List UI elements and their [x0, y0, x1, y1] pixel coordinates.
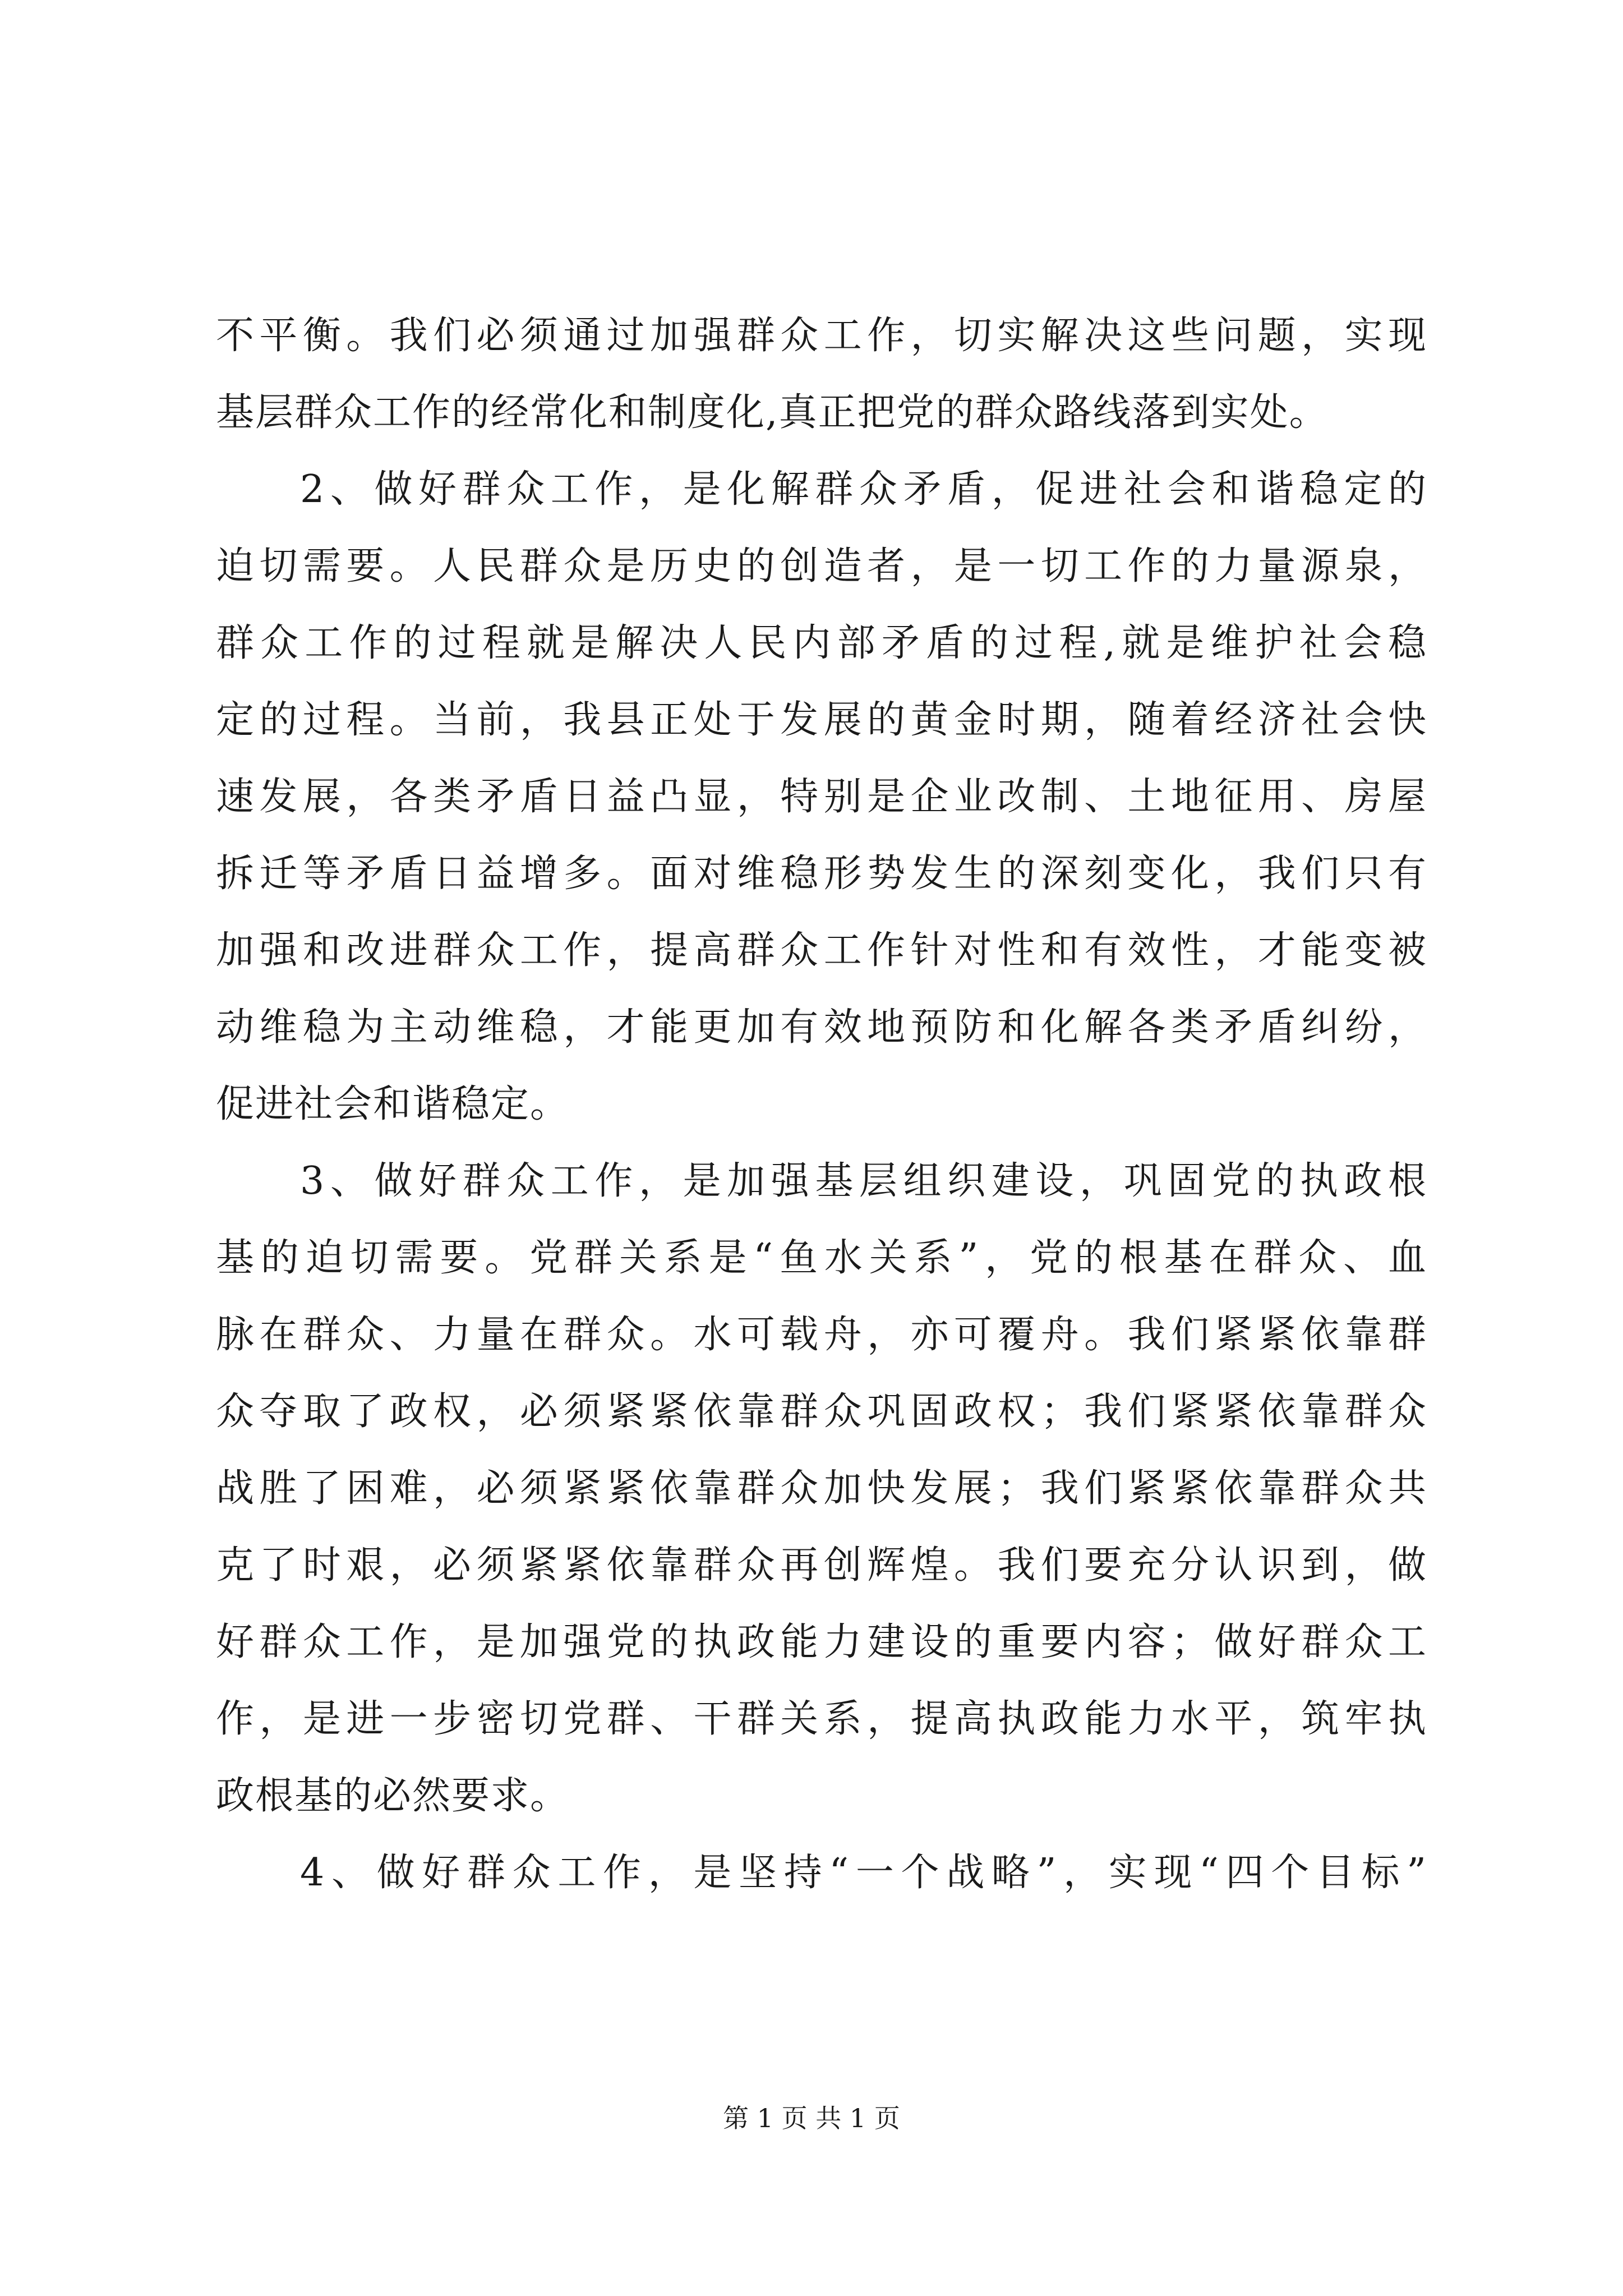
- page-footer: 第 1 页 共 1 页: [723, 2103, 900, 2133]
- text-line: 脉在群众、力量在群众。水可载舟，亦可覆舟。我们紧紧依靠群: [216, 1313, 1427, 1357]
- text-line: 3、做好群众工作，是加强基层组织建设，巩固党的执政根: [300, 1159, 1427, 1203]
- text-line: 定的过程。当前，我县正处于发展的黄金时期，随着经济社会快: [216, 698, 1427, 742]
- text-line: 不平衡。我们必须通过加强群众工作，切实解决这些问题，实现: [216, 314, 1427, 358]
- text-line: 政根基的必然要求。: [216, 1774, 570, 1818]
- text-line: 迫切需要。人民群众是历史的创造者，是一切工作的力量源泉，: [216, 544, 1427, 588]
- text-line: 动维稳为主动维稳，才能更加有效地预防和化解各类矛盾纠纷，: [216, 1005, 1427, 1050]
- text-line: 基的迫切需要。党群关系是“鱼水关系”，党的根基在群众、血: [216, 1236, 1427, 1280]
- text-line: 众夺取了政权，必须紧紧依靠群众巩固政权；我们紧紧依靠群众: [216, 1389, 1427, 1434]
- text-line: 作，是进一步密切党群、干群关系，提高执政能力水平，筑牢执: [216, 1697, 1427, 1741]
- text-line: 4、做好群众工作，是坚持“一个战略”，实现“四个目标”: [300, 1851, 1427, 1895]
- text-line: 速发展，各类矛盾日益凸显，特别是企业改制、土地征用、房屋: [216, 775, 1427, 819]
- text-line: 群众工作的过程就是解决人民内部矛盾的过程,就是维护社会稳: [216, 621, 1427, 665]
- text-line: 拆迁等矛盾日益增多。面对维稳形势发生的深刻变化，我们只有: [216, 852, 1427, 896]
- text-line: 加强和改进群众工作，提高群众工作针对性和有效性，才能变被: [216, 928, 1427, 973]
- text-line: 好群众工作，是加强党的执政能力建设的重要内容；做好群众工: [216, 1620, 1427, 1664]
- text-line: 基层群众工作的经常化和制度化,真正把党的群众路线落到实处。: [216, 390, 1329, 435]
- text-line: 2、做好群众工作，是化解群众矛盾，促进社会和谐稳定的: [300, 467, 1427, 512]
- document-body: [216, 297, 1427, 1911]
- text-line: 克了时艰，必须紧紧依靠群众再创辉煌。我们要充分认识到，做: [216, 1543, 1427, 1588]
- text-line: 促进社会和谐稳定。: [216, 1082, 570, 1126]
- text-line: 战胜了困难，必须紧紧依靠群众加快发展；我们紧紧依靠群众共: [216, 1466, 1427, 1511]
